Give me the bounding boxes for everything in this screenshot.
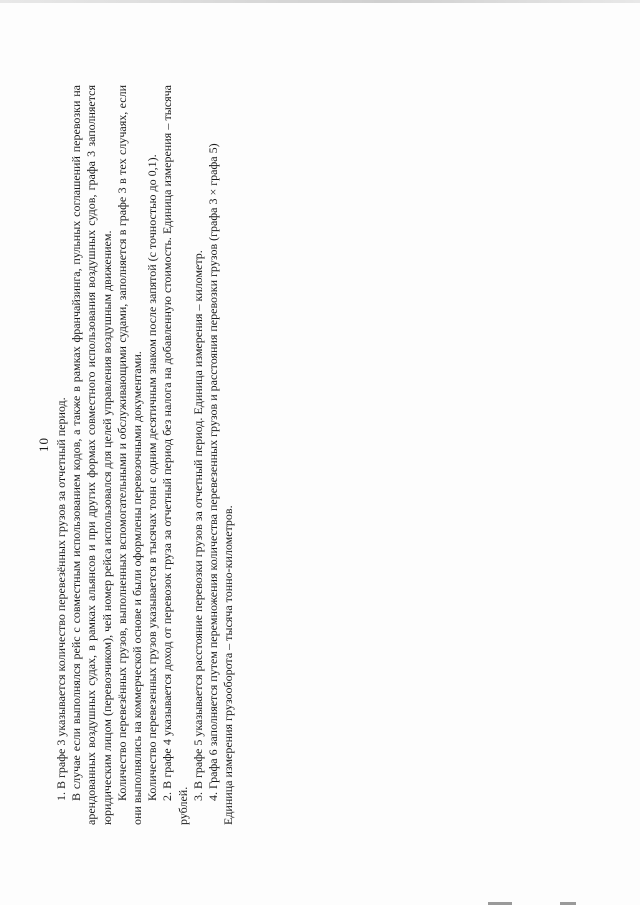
paragraph-3: Количество перевезённых грузов, выполненных вспомогательными и обслуживающими судами, заполняется в графе 3 в тех случаях, если они выполнялись на коммерческой основе и были оформлены перевозочными документами. xyxy=(114,85,145,825)
page-number: 10 xyxy=(36,437,51,452)
paragraph-8: Единица измерения грузооборота – тысяча тонно-километров. xyxy=(221,505,236,825)
top-edge-rule xyxy=(0,0,640,3)
scan-artifacts xyxy=(0,899,640,905)
paragraph-1: 1. В графе 3 указывается количество перевезённых грузов за отчетный период. xyxy=(54,397,68,801)
paragraph-2: В случае если выполнялся рейс с совместным использованием кодов, а также в рамках франчайзинга, пульных соглашений перевозки на арендованных воздушных судах, в рамках альянсов и при других формах совместного использования воздушных судов, графа 3 заполняется юридическим лицом (перевозчиком), чей номер рейса использовался для целей управления воздушным движением. xyxy=(69,85,114,825)
paragraph-4: Количество перевезенных грузов указывается в тысячах тонн с одним десятичным знаком после запятой (с точностью до 0,1). xyxy=(145,154,160,801)
paragraph-6: 3. В графе 5 указывается расстояние перевозки грузов за отчетный период. Единица измерения – километр. xyxy=(190,250,205,801)
rotated-text-block xyxy=(54,85,236,825)
paragraph-7: 4. Графа 6 заполняется путем перемножения количества перевезенных грузов и расстояния перевозки грузов (графа 3 × графа 5) xyxy=(206,143,221,801)
paragraph-5: 2. В графе 4 указывается доход от перевозок груза за отчетный период без налога на добавленную стоимость. Единица измерения – тысяча рублей. xyxy=(160,85,190,825)
